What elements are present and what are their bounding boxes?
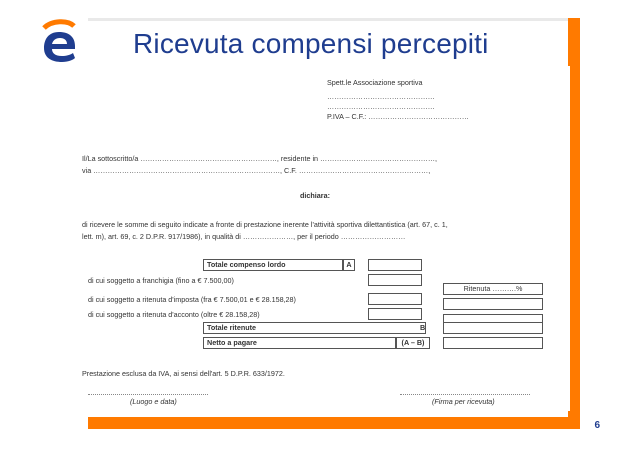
ritenuta-percent-label: Ritenuta ……….% (443, 283, 543, 295)
totale-compenso-label: Totale compenso lordo (203, 259, 343, 271)
body-line-1: di ricevere le somme di seguito indicate a fronte di prestazione inerente l'attività sportiva dilettantistica (art. 67, c. 1, (82, 220, 448, 229)
receipt-document (70, 66, 570, 411)
frame-top-border (88, 18, 580, 21)
letter-a: A (343, 259, 355, 271)
frame-bottom-bar (88, 417, 580, 429)
ritenuta-imposta-field[interactable] (368, 293, 422, 305)
firma-caption: (Firma per ricevuta) (432, 397, 495, 406)
iva-note: Prestazione esclusa da IVA, ai sensi dell'art. 5 D.P.R. 633/1972. (82, 369, 285, 378)
ritenuta-acconto-field[interactable] (368, 308, 422, 320)
addressee-dots-2: ……………………………………… (327, 102, 435, 111)
dichiara-heading: dichiara: (300, 191, 330, 200)
netto-pagare-label: Netto a pagare (203, 337, 396, 349)
addressee-line: Spett.le Associazione sportiva (327, 78, 423, 87)
ritenuta-acconto-label: di cui soggetto a ritenuta d'acconto (oltre € 28.158,28) (88, 310, 260, 319)
luogo-data-caption: (Luogo e data) (130, 397, 177, 406)
body-line-2: lett. m), art. 69, c. 2 D.P.R. 917/1986), in qualità di …………………, per il periodo ……………………… (82, 232, 406, 241)
franchigia-field[interactable] (368, 274, 422, 286)
luogo-data-line[interactable] (88, 387, 208, 395)
slide-title: Ricevuta compensi percepiti (133, 28, 489, 59)
letter-b: B (420, 323, 426, 332)
addressee-dots-1: ……………………………………… (327, 92, 435, 101)
a-minus-b-label: (A – B) (396, 337, 430, 349)
firma-line[interactable] (400, 387, 530, 395)
signer-line: Il/La sottoscritto/a …………………………………………………, residente in …………………………………………, (82, 154, 438, 163)
agenzia-entrate-logo-icon (40, 18, 78, 64)
addressee-piva: P.IVA – C.F.: …………………………………… (327, 112, 469, 121)
netto-pagare-field[interactable] (443, 337, 543, 349)
totale-ritenute-field[interactable] (443, 322, 543, 334)
franchigia-label: di cui soggetto a franchigia (fino a € 7.500,00) (88, 276, 234, 285)
ritenuta-imposta-amount-field[interactable] (443, 298, 543, 310)
totale-ritenute-label: Totale ritenute (203, 322, 426, 334)
ritenuta-imposta-label: di cui soggetto a ritenuta d'imposta (fra € 7.500,01 e € 28.158,28) (88, 295, 296, 304)
totale-compenso-field[interactable] (368, 259, 422, 271)
page-number: 6 (594, 420, 600, 431)
via-line: via ……………………………………………………………………, C.F. ………………………………………………, (82, 166, 431, 175)
